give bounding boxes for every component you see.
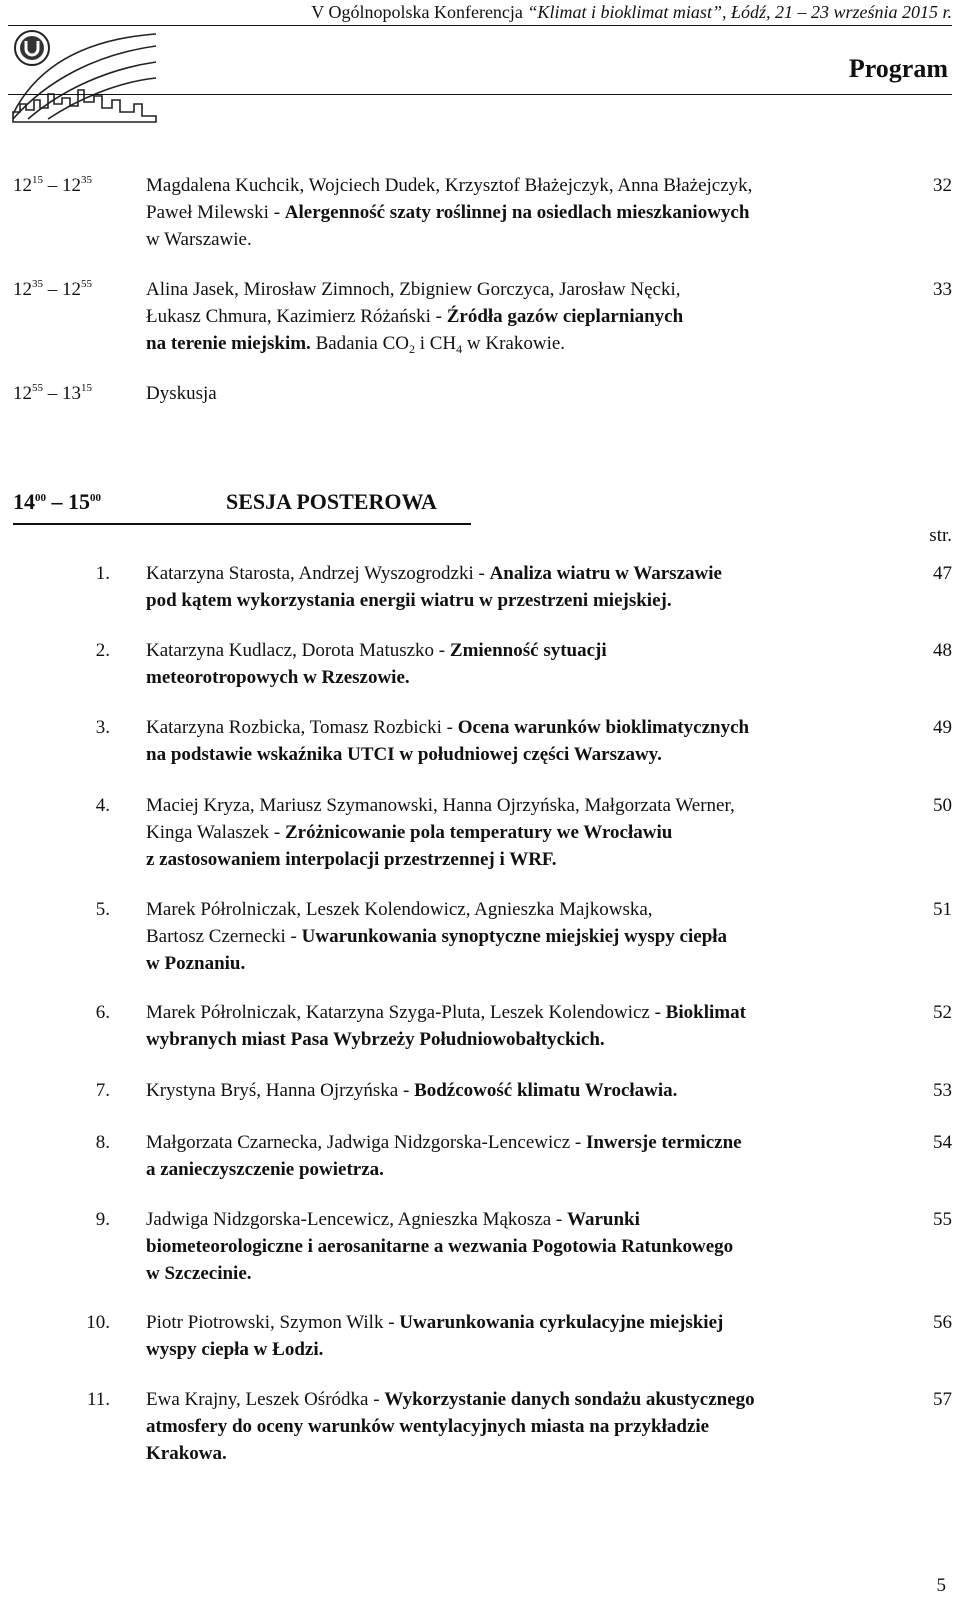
time-part: 35: [81, 174, 92, 186]
page-ref: 33: [933, 279, 952, 300]
entry-title-text: Warunki: [567, 1209, 640, 1230]
entry-title-text: Wykorzystanie danych sondażu akustycznego: [384, 1389, 755, 1410]
entry-authors-text: Krystyna Bryś, Hanna Ojrzyńska -: [146, 1080, 415, 1101]
entry-line: [146, 330, 866, 357]
entry-authors-text: i CH: [414, 333, 457, 354]
entry-title-text: w Szczecinie.: [146, 1263, 252, 1284]
entry-line: [146, 714, 866, 741]
page-ref: 47: [933, 563, 952, 584]
poster-entry: [146, 637, 866, 691]
entry-line: [146, 1336, 866, 1363]
entry-line: [146, 999, 866, 1026]
entry-authors-text: 4: [456, 342, 463, 356]
entry-title-text: Bodźcowość klimatu Wrocławia.: [414, 1080, 678, 1101]
entry-authors-text: Marek Półrolniczak, Katarzyna Szyga-Pluta, Leszek Kolendowicz -: [146, 1002, 666, 1023]
talk-entry: [146, 172, 866, 253]
entry-title-text: pod kątem wykorzystania energii wiatru w przestrzeni miejskiej.: [146, 590, 672, 611]
entry-line: [146, 846, 866, 873]
entry-authors-text: Bartosz Czernecki -: [146, 926, 302, 947]
entry-line: [146, 1233, 866, 1260]
entry-title-text: wyspy ciepła w Łodzi.: [146, 1339, 324, 1360]
poster-number: 8.: [95, 1132, 110, 1153]
entry-line: [146, 199, 866, 226]
entry-authors-text: Dyskusja: [146, 383, 217, 404]
poster-number: 4.: [95, 795, 110, 816]
entry-title-text: Zmienność sytuacji: [449, 640, 607, 661]
entry-title-text: Krakowa.: [146, 1443, 227, 1464]
entry-title-text: Alergenność szaty roślinnej na osiedlach mieszkaniowych: [284, 202, 750, 223]
poster-number: 6.: [95, 1002, 110, 1023]
page-ref: 57: [933, 1389, 952, 1410]
time-part: 35: [32, 278, 43, 290]
entry-title-text: wybranych miast Pasa Wybrzeży Południowobałtyckich.: [146, 1029, 605, 1050]
session-time: $12^{55} - 13^{15}$: [13, 382, 92, 404]
page-ref: 52: [933, 1002, 952, 1023]
entry-authors-text: Ewa Krajny, Leszek Ośródka -: [146, 1389, 385, 1410]
entry-line: [146, 1129, 866, 1156]
time-part: 12: [62, 175, 81, 196]
entry-line: [146, 741, 866, 768]
entry-title-text: Ocena warunków bioklimatycznych: [457, 717, 750, 738]
entry-authors-text: Magdalena Kuchcik, Wojciech Dudek, Krzysztof Błażejczyk, Anna Błażejczyk,: [146, 175, 753, 196]
talk-entry: [146, 276, 866, 357]
entry-title-text: Zróżnicowanie pola temperatury we Wrocławiu: [284, 822, 673, 843]
poster-number: 10.: [86, 1312, 110, 1333]
entry-authors-text: Alina Jasek, Mirosław Zimnoch, Zbigniew Gorczyca, Jarosław Nęcki,: [146, 279, 681, 300]
time-part: 12: [13, 383, 32, 404]
poster-entry: [146, 1129, 866, 1183]
entry-line: [146, 1413, 866, 1440]
page-ref: 51: [933, 899, 952, 920]
entry-authors-text: w Krakowie.: [462, 333, 566, 354]
session-time: $12^{15} - 12^{35}$: [13, 174, 92, 196]
entry-line: [146, 1260, 866, 1287]
entry-line: [146, 276, 866, 303]
entry-authors-text: Małgorzata Czarnecka, Jadwiga Nidzgorska-Lencewicz -: [146, 1132, 586, 1153]
entry-title-text: w Poznaniu.: [146, 953, 246, 974]
time-part: 15: [81, 382, 92, 394]
entry-title-text: a zanieczyszczenie powietrza.: [146, 1159, 384, 1180]
page-column-header: str.: [929, 525, 952, 546]
entry-line: [146, 637, 866, 664]
time-part: 13: [62, 383, 81, 404]
entry-line: [146, 664, 866, 691]
page-ref: 54: [933, 1132, 952, 1153]
poster-entry: [146, 1309, 866, 1363]
entry-title-text: atmosfery do oceny warunków wentylacyjnych miasta na przykładzie: [146, 1416, 710, 1437]
entry-line: [146, 819, 866, 846]
entry-authors-text: Katarzyna Kudlacz, Dorota Matuszko -: [146, 640, 450, 661]
entry-title-text: meteorotropowych w Rzeszowie.: [146, 667, 410, 688]
page-ref: 53: [933, 1080, 952, 1101]
entry-line: [146, 1309, 866, 1336]
entry-line: [146, 792, 866, 819]
entry-line: [146, 1440, 866, 1467]
entry-line: [146, 226, 866, 253]
entry-title-text: na terenie miejskim.: [146, 333, 311, 354]
talk-entry: [146, 380, 866, 407]
page-ref: 50: [933, 795, 952, 816]
entry-line: [146, 923, 866, 950]
page-ref: 55: [933, 1209, 952, 1230]
entry-line: [146, 172, 866, 199]
poster-number: 11.: [86, 1389, 110, 1410]
poster-session-title: SESJA POSTEROWA: [226, 489, 437, 514]
poster-number: 7.: [95, 1080, 110, 1101]
page-ref: 49: [933, 717, 952, 738]
poster-entry: [146, 999, 866, 1053]
conference-name: V Ogólnopolska Konferencja: [311, 2, 528, 22]
page-ref: 32: [933, 175, 952, 196]
title-rule: [8, 94, 952, 95]
entry-authors-text: Badania CO: [310, 333, 409, 354]
section-title: Program: [848, 54, 948, 83]
entry-authors-text: Jadwiga Nidzgorska-Lencewicz, Agnieszka Mąkosza -: [146, 1209, 568, 1230]
time-part: 55: [81, 278, 92, 290]
entry-title-text: Inwersje termiczne: [585, 1132, 742, 1153]
poster-entry: [146, 1386, 866, 1467]
entry-title-text: Uwarunkowania synoptyczne miejskiej wyspy ciepła: [301, 926, 728, 947]
entry-authors-text: Marek Półrolniczak, Leszek Kolendowicz, Agnieszka Majkowska,: [146, 899, 653, 920]
entry-authors-text: w Warszawie.: [146, 229, 252, 250]
time-part: 15: [32, 174, 43, 186]
entry-line: [146, 896, 866, 923]
entry-authors-text: Maciej Kryza, Mariusz Szymanowski, Hanna Ojrzyńska, Małgorzata Werner,: [146, 795, 735, 816]
entry-line: [146, 1026, 866, 1053]
time-part: 55: [32, 382, 43, 394]
page-ref: 56: [933, 1312, 952, 1333]
entry-title-text: Analiza wiatru w Warszawie: [489, 563, 722, 584]
poster-number: 1.: [95, 563, 110, 584]
poster-number: 3.: [95, 717, 110, 738]
entry-authors-text: Kinga Walaszek -: [146, 822, 285, 843]
time-part: 12: [13, 175, 32, 196]
conference-theme: “Klimat i bioklimat miast”: [527, 2, 722, 22]
entry-title-text: Źródła gazów cieplarnianych: [446, 306, 684, 327]
entry-authors-text: Paweł Milewski -: [146, 202, 285, 223]
poster-entry: [146, 792, 866, 873]
page-number: 5: [936, 1575, 946, 1596]
entry-authors-text: Katarzyna Starosta, Andrzej Wyszogrodzki -: [146, 563, 490, 584]
entry-line: [146, 950, 866, 977]
entry-line: [146, 303, 866, 330]
entry-authors-text: Piotr Piotrowski, Szymon Wilk -: [146, 1312, 400, 1333]
session-time: $12^{35} - 12^{55}$: [13, 278, 92, 300]
poster-session-underline: [13, 523, 471, 525]
poster-entry: [146, 1206, 866, 1287]
poster-session-time: $14^{00} - 15^{00}$: [13, 489, 101, 514]
conference-place-date: , Łódź, 21 – 23 września 2015 r.: [721, 2, 952, 22]
page-ref: 48: [933, 640, 952, 661]
poster-number: 5.: [95, 899, 110, 920]
entry-title-text: na podstawie wskaźnika UTCI w południowej części Warszawy.: [146, 744, 662, 765]
entry-line: [146, 560, 866, 587]
entry-authors-text: Łukasz Chmura, Kazimierz Różański -: [146, 306, 447, 327]
entry-line: [146, 1206, 866, 1233]
time-part: 12: [62, 279, 81, 300]
poster-number: 2.: [95, 640, 110, 661]
entry-title-text: Uwarunkowania cyrkulacyjne miejskiej: [399, 1312, 724, 1333]
entry-title-text: biometeorologiczne i aerosanitarne a wezwania Pogotowia Ratunkowego: [146, 1236, 734, 1257]
entry-line: [146, 1156, 866, 1183]
entry-line: [146, 1077, 866, 1104]
entry-title-text: Bioklimat: [665, 1002, 746, 1023]
poster-entry: [146, 560, 866, 614]
time-part: 12: [13, 279, 32, 300]
poster-entry: [146, 1077, 866, 1104]
poster-entry: [146, 896, 866, 977]
entry-authors-text: 2: [408, 342, 415, 356]
entry-line: [146, 1386, 866, 1413]
poster-entry: [146, 714, 866, 768]
entry-line: [146, 380, 866, 407]
poster-number: 9.: [95, 1209, 110, 1230]
entry-title-text: z zastosowaniem interpolacji przestrzennej i WRF.: [146, 849, 557, 870]
university-logo-icon: [8, 24, 158, 124]
entry-line: [146, 587, 866, 614]
entry-authors-text: Katarzyna Rozbicka, Tomasz Rozbicki -: [146, 717, 458, 738]
conference-header: [0, 0, 952, 24]
